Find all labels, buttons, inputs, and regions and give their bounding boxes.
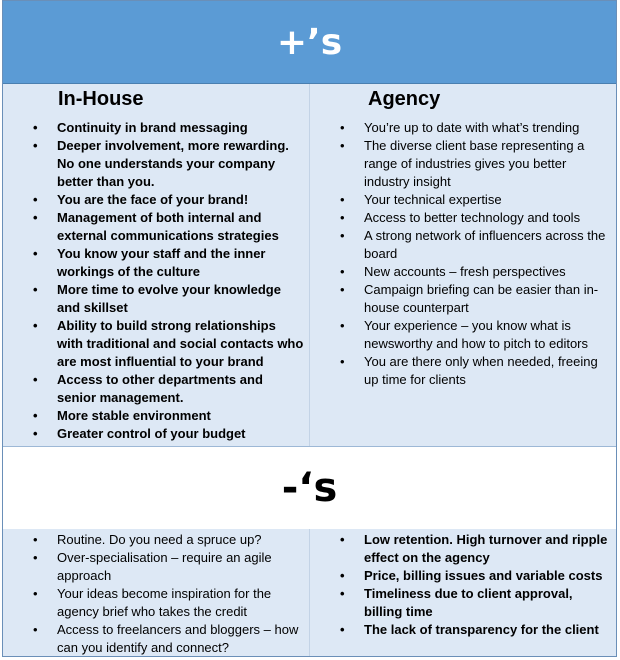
list-item: • Ability to build strong relationships with traditional and social contacts who are most influential to your brand (33, 317, 305, 371)
cons-in-house-cell (3, 529, 310, 656)
list-item: • Price, billing issues and variable costs (340, 567, 612, 585)
list-item: • The diverse client base representing a range of industries gives you better industry insight (340, 137, 612, 191)
list-item: • More stable environment (33, 407, 305, 425)
pros-in-house-cell (3, 84, 310, 446)
cons-in-house-list (33, 531, 305, 657)
pros-in-house-list (33, 119, 305, 443)
list-item: • Deeper involvement, more rewarding. No one understands your company better than you. (33, 137, 305, 191)
list-item: • A strong network of influencers across the board (340, 227, 612, 263)
in-house-heading: In-House (58, 88, 144, 110)
list-item: • Routine. Do you need a spruce up? (33, 531, 305, 549)
list-item: • Continuity in brand messaging (33, 119, 305, 137)
pros-agency-cell (310, 84, 616, 446)
cons-banner: -‘s (3, 446, 616, 530)
list-item: • New accounts – fresh perspectives (340, 263, 612, 281)
list-item: • Over-specialisation – require an agile approach (33, 549, 305, 585)
pros-agency-list (340, 119, 612, 389)
list-item: • Low retention. High turnover and ripple effect on the agency (340, 531, 612, 567)
list-item: • Management of both internal and external communications strategies (33, 209, 305, 245)
list-item: • Access to freelancers and bloggers – how can you identify and connect? (33, 621, 305, 657)
list-item: • Greater control of your budget (33, 425, 305, 443)
list-item: • You’re up to date with what’s trending (340, 119, 612, 137)
list-item: • Your ideas become inspiration for the agency brief who takes the credit (33, 585, 305, 621)
list-item: • More time to evolve your knowledge and skillset (33, 281, 305, 317)
list-item: • Access to other departments and senior management. (33, 371, 305, 407)
list-item: • Campaign briefing can be easier than in-house counterpart (340, 281, 612, 317)
list-item: • The lack of transparency for the client (340, 621, 612, 639)
pros-banner: +’s (3, 1, 616, 84)
agency-heading: Agency (368, 88, 441, 110)
list-item: • Your experience – you know what is newsworthy and how to pitch to editors (340, 317, 612, 353)
comparison-table (2, 0, 617, 657)
list-item: • Your technical expertise (340, 191, 612, 209)
list-item: • You are the face of your brand! (33, 191, 305, 209)
cons-agency-list (340, 531, 612, 639)
list-item: • You are there only when needed, freeing up time for clients (340, 353, 612, 389)
cons-agency-cell (310, 529, 616, 656)
list-item: • Access to better technology and tools (340, 209, 612, 227)
list-item: • Timeliness due to client approval, billing time (340, 585, 612, 621)
list-item: • You know your staff and the inner workings of the culture (33, 245, 305, 281)
